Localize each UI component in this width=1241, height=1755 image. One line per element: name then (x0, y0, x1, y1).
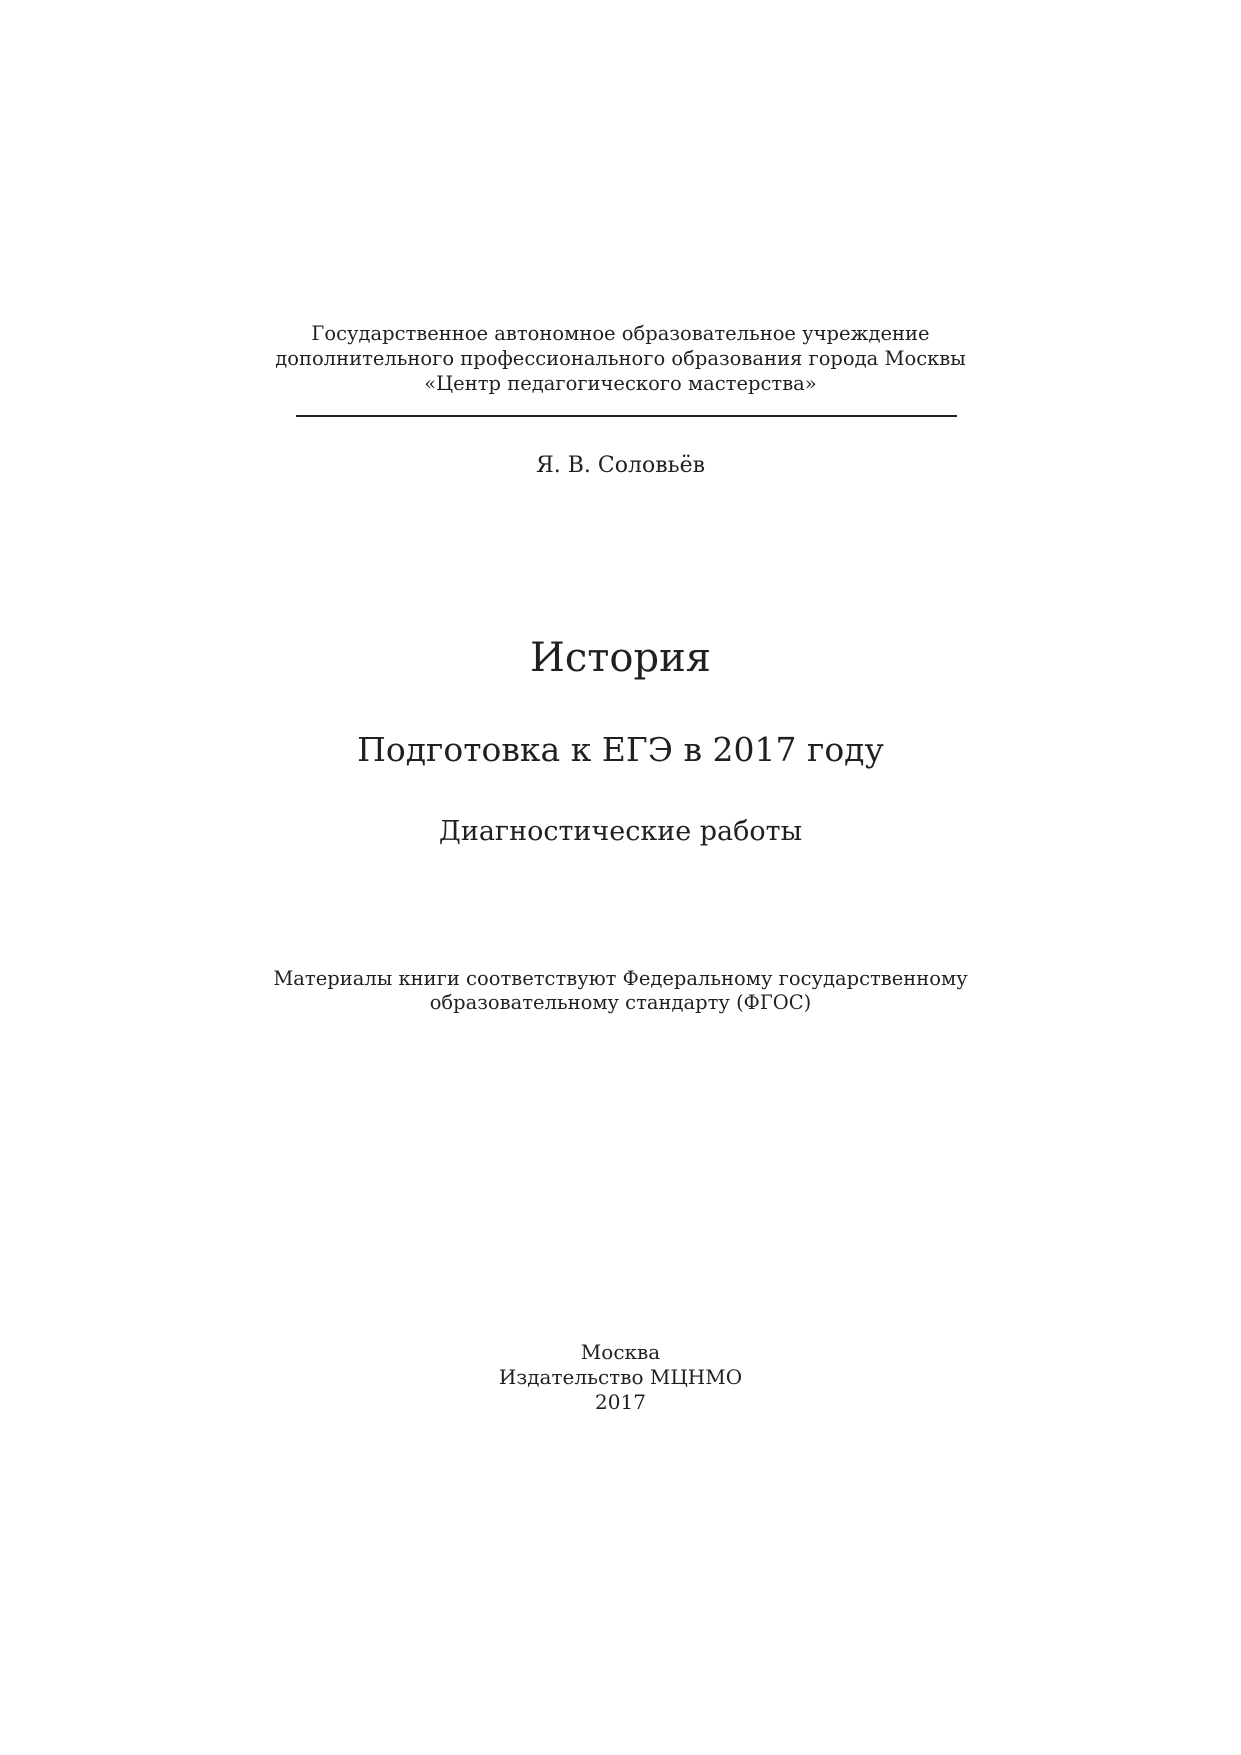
standard-note (0, 967, 1241, 1015)
imprint-year: 2017 (595, 1390, 646, 1414)
institution-name (0, 321, 1241, 396)
author-name: Я. В. Соловьёв (536, 453, 705, 478)
institution-line: дополнительного профессионального образования города Москвы (275, 347, 966, 370)
imprint-publisher: Издательство МЦНМО (498, 1365, 743, 1389)
book-subtitle: Подготовка к ЕГЭ в 2017 году (357, 730, 884, 769)
institution-line: «Центр педагогического мастерства» (424, 372, 817, 395)
institution-line: Государственное автономное образовательное учреждение (311, 322, 930, 345)
book-title: История (530, 635, 711, 681)
header-divider (296, 415, 957, 417)
imprint (0, 1340, 1241, 1415)
standard-note-line: Материалы книги соответствуют Федеральному государственному (273, 967, 968, 990)
book-subtitle-secondary: Диагностические работы (438, 816, 803, 847)
imprint-city: Москва (580, 1340, 661, 1364)
standard-note-line: образовательному стандарту (ФГОС) (429, 991, 812, 1014)
